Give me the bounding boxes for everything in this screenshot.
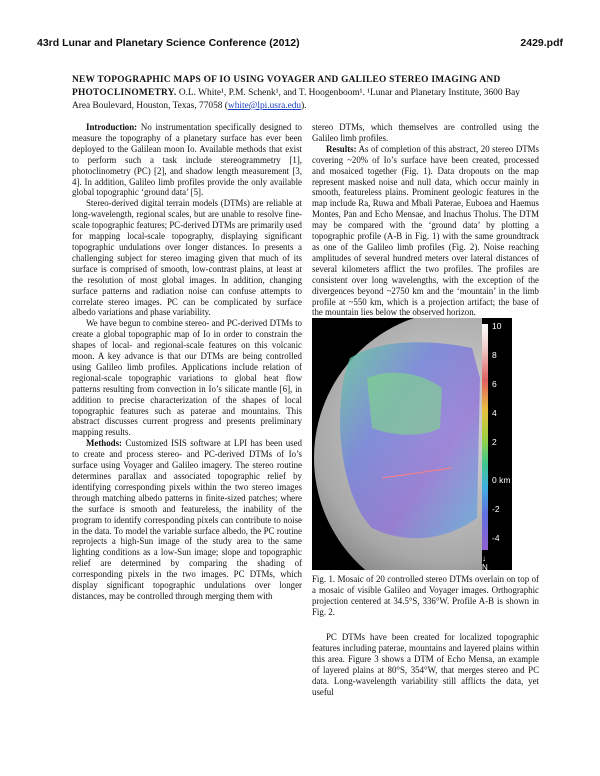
methods-paragraph (72, 438, 302, 602)
title-block (72, 74, 537, 113)
conference-header: 43rd Lunar and Planetary Science Conference (2012) (37, 37, 300, 49)
colorbar-label-0: 0 km (492, 475, 511, 485)
right-column (312, 122, 539, 318)
paper-id: 2429.pdf (520, 37, 563, 49)
pc-dtm-paragraph: PC DTMs have been created for localized topographic features including paterae, mountains and layered plains within this area. Figure 3 shows a DTM of Echo Mensa, an example of layered plains at 80°S, 354°W, that merges stereo and PC data. Long-wavelength variability still afflicts the data, yet useful (312, 632, 539, 697)
paper-title: NEW TOPOGRAPHIC MAPS OF IO USING VOYAGER AND GALILEO STEREO IMAGING AND PHOTOCLINOMETRY. (72, 75, 501, 98)
north-arrow-icon: ↓ N (482, 554, 488, 572)
results-paragraph (312, 144, 539, 319)
dtm-overlay (340, 342, 480, 538)
figure-caption: Fig. 1. Mosaic of 20 controlled stereo DTMs overlain on top of a mosaic of visible Galileo and Voyager images. Orthographic projection centered at 34.5°S, 336°W. Profile A-B is shown in Fig. 2. (312, 574, 539, 617)
intro-heading: Introduction: (86, 122, 138, 132)
colorbar-label-6: 6 (492, 379, 497, 389)
colorbar-label-neg2: -2 (492, 504, 500, 514)
io-dtm-figure (312, 318, 540, 570)
results-text: As of completion of this abstract, 20 stereo DTMs covering ~20% of Io’s surface have been created, processed and mosaiced together (Fig. 1). Data dropouts on the map represent masked noise and null data, which occur mainly in smooth, featureless plains. Prominent geologic features in the map include Ra, Ruwa and Mbali Paterae, Euboea and Haemus Montes, Pan and Echo Mensae, and Inachus Tholus. The DTM may be compared with the ‘ground data’ by plotting a topographic profile (A-B in Fig. 1) with the same groundtrack as one of the Galileo limb profiles (Fig. 2). Noise reaching amplitudes of several hundred meters over lateral distances of several kilometers afflict the two profiles. The profiles are consistent over long wavelengths, with the exception of the divergences beyond ~2750 km and the ‘mountain’ in the limb profile at ~550 km, which is a projection artifact; the base of the mountain lies below the observed horizon. (312, 143, 539, 318)
continued-text: stereo DTMs, which themselves are controlled using the Galileo limb profiles. (312, 122, 539, 143)
colorbar-label-4: 4 (492, 408, 497, 418)
results-heading: Results: (326, 143, 357, 154)
authors: O.L. White¹, P.M. Schenk¹, and T. Hoogenboom¹. ¹Lunar and Planetary Institute, 3600 Bay Area Boulevard, Houston, Texas, 77058 ( (72, 88, 520, 111)
email-link[interactable]: white@lpi.usra.edu (227, 101, 302, 111)
methods-text: Customized ISIS software at LPI has been used to create and process stereo- and PC-derived DTMs of Io’s surface using Voyager and Galileo imagery. The stereo routine determines parallax and associated topographic relief by identifying corresponding pixels within the two stereo images through matching albedo patterns in finite-sized patches; where the surface is smooth and featureless, the inability of the program to identify corresponding pixels can contribute to noise in the data. To model the variable surface albedo, the PC routine reprojects a high-Sun image of the study area to the same lighting conditions as a low-Sun image; slope and topographic relief are determined by comparing the shading of corresponding pixels in the two images. PC DTMs, which display significant topographic undulations over longer distances, may be controlled through merging them with (72, 438, 302, 601)
colorbar-label-10: 10 (492, 321, 502, 331)
intro-paragraph-2: Stereo-derived digital terrain models (DTMs) are reliable at long-wavelength, regional scales, but are unable to resolve fine-scale topographic features; PC-derived DTMs are primarily used for mapping local-scale topography, displaying significant topographic undulations over longer distances. Io presents a challenging subject for stereo imaging given that much of its surface is comprised of smooth, low-contrast plains, at least at the resolution of most global images. In addition, changing surface patterns and radiation noise can confuse attempts to correlate stereo images. PC can be complicated by surface albedo variations and phase variability. (72, 198, 302, 318)
intro-paragraph-3: We have begun to combine stereo- and PC-derived DTMs to create a global topographic map of Io in order to constrain the shapes of local- and regional-scale features on this volcanic moon. A key advance is that our DTMs are being controlled using Galileo limb profiles. Applications include relation of regional-scale topographic variations to global heat flow patterns resulting from convection in Io’s silicate mantle [6], in addition to precise characterization of the shapes of local topographic features such as paterae and mountains. This abstract discusses current progress and presents preliminary mapping results. (72, 318, 302, 438)
colorbar-label-8: 8 (492, 350, 497, 360)
north-label: N (482, 563, 488, 572)
colorbar-label-neg4: -4 (492, 533, 500, 543)
left-column (72, 122, 302, 602)
intro-paragraph-1 (72, 122, 302, 198)
colorbar-label-2: 2 (492, 437, 497, 447)
right-column-lower (312, 632, 539, 697)
io-globe-map (312, 318, 482, 570)
elevation-colorbar (482, 324, 488, 550)
dtm-highlight (367, 373, 442, 435)
authors-end: ). (301, 101, 307, 111)
methods-heading: Methods: (86, 438, 122, 449)
intro-text-1: No instrumentation specifically designed to measure the topography of a planetary surface has ever been deployed to the Galilean moon Io. Available methods that exist to perform such a task include stereogrammetry [1], photoclinometry (PC) [2], and shadow length measurement [3, 4]. In addition, Galileo limb profiles provide the only available global topographic ‘ground data’ [5]. (72, 122, 302, 198)
